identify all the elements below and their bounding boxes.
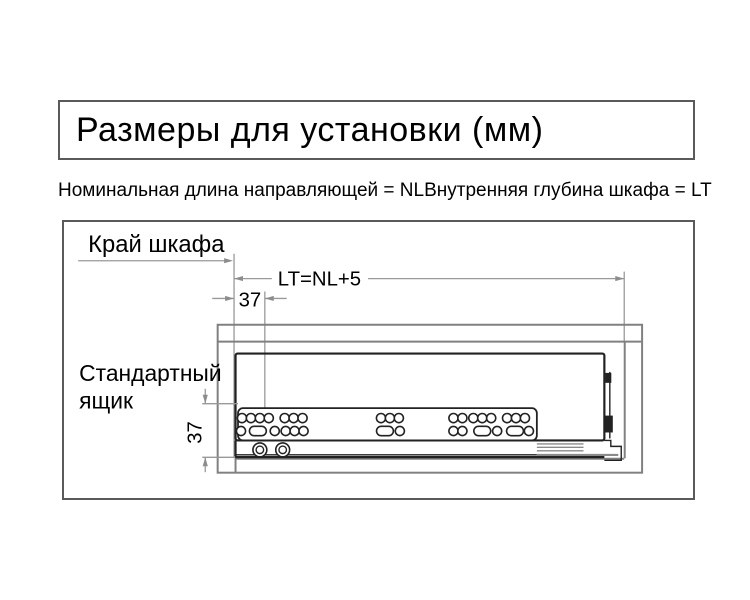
legend [58, 180, 712, 202]
cabinet-edge-leader-arrow [224, 258, 233, 263]
legend-rail-length: Номинальная длина направляющей = NL [58, 180, 425, 201]
page-title: Размеры для установки (мм) [76, 110, 544, 149]
dim-lt-arrow-left [234, 276, 243, 281]
dim-37v-arrow-top [203, 395, 208, 404]
legend-cabinet-depth: Внутренняя глубина шкафа = LT [424, 180, 712, 201]
diagram-canvas [64, 222, 693, 498]
rear-bracket-hook [605, 373, 611, 383]
rear-bracket-bolt [605, 416, 613, 433]
dim-37h-arrow-right [265, 296, 274, 301]
drawer-label [79, 360, 228, 414]
dim-lt-label: LT=NL+5 [277, 268, 362, 291]
title-box [58, 100, 695, 160]
dim-37h-label: 37 [238, 289, 262, 312]
dim-37v-label: 37 [184, 421, 207, 444]
dim-37h-arrow-left [225, 296, 234, 301]
dim-37v-arrow-bottom [203, 457, 208, 466]
roller-front-outer [253, 443, 267, 457]
cabinet-edge-label: Край шкафа [88, 230, 225, 258]
drawer-label-line1: Стандартный [79, 359, 222, 386]
rail-rear-hook [604, 440, 621, 460]
roller-rear-outer [276, 443, 290, 457]
installation-diagram [62, 220, 695, 500]
dim-lt-arrow-right [615, 276, 624, 281]
drawer-label-line2: ящик [79, 387, 134, 414]
